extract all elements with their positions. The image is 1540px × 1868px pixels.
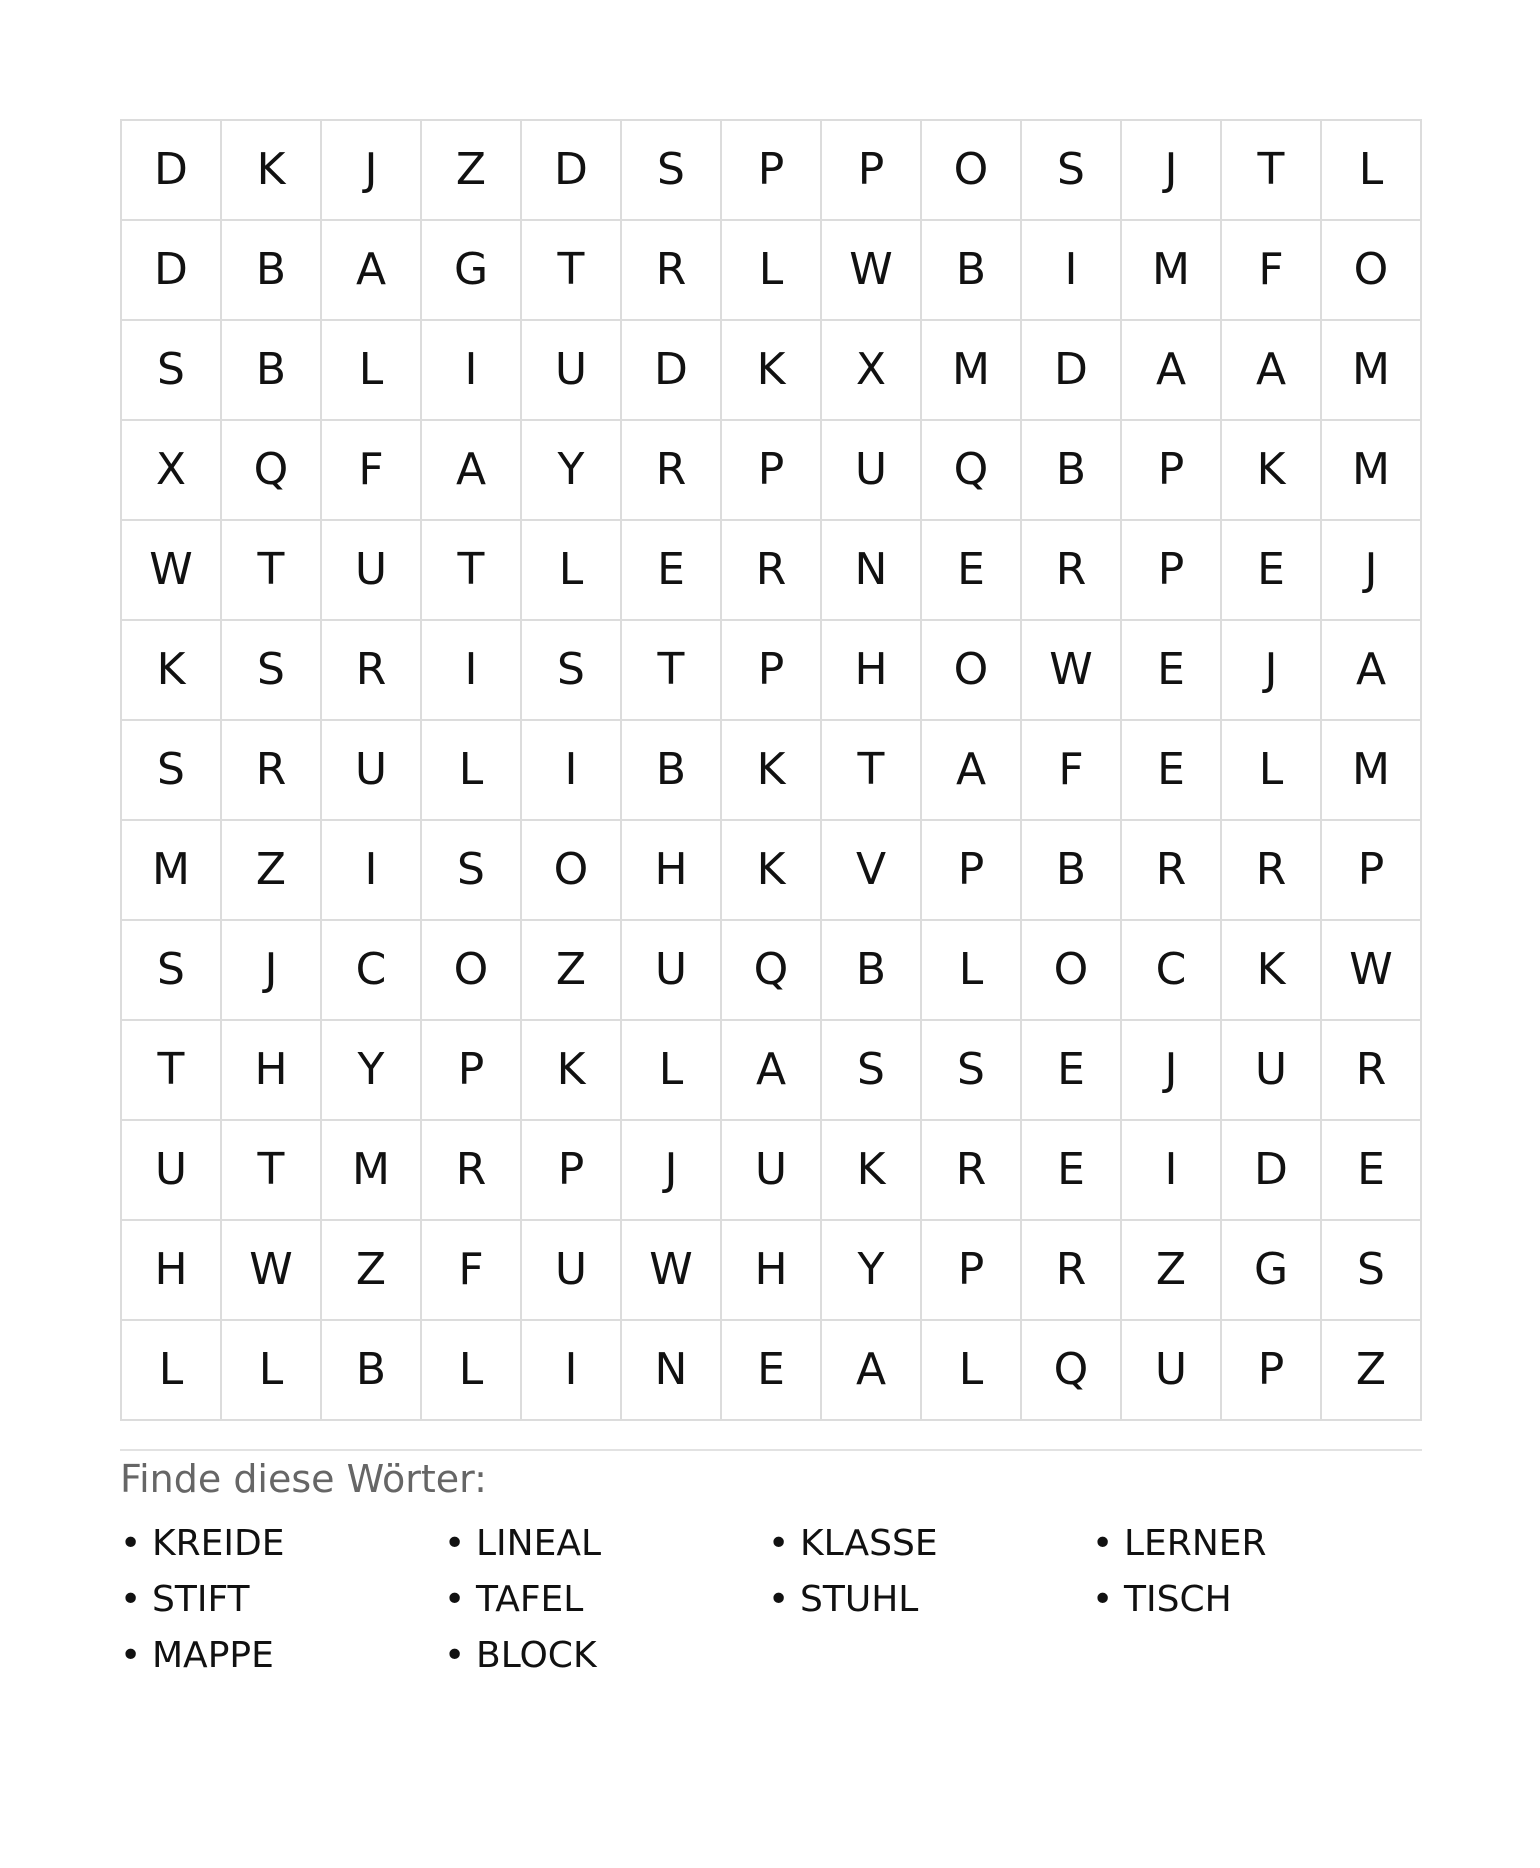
grid-cell[interactable]: T [222, 521, 322, 621]
grid-cell[interactable]: R [1022, 521, 1122, 621]
bullet-icon: • [1092, 1578, 1114, 1620]
grid-cell[interactable]: P [722, 421, 822, 521]
grid-cell[interactable]: M [1322, 421, 1422, 521]
grid-cell[interactable]: T [822, 721, 922, 821]
grid-cell[interactable]: Z [522, 921, 622, 1021]
grid-cell[interactable]: L [522, 521, 622, 621]
grid-cell[interactable]: I [422, 621, 522, 721]
grid-cell[interactable]: H [622, 821, 722, 921]
grid-cell[interactable]: L [122, 1321, 222, 1421]
grid-cell[interactable]: B [222, 221, 322, 321]
word-list-item [768, 1515, 1092, 1571]
grid-cell[interactable]: Q [1022, 1321, 1122, 1421]
grid-cell[interactable]: J [222, 921, 322, 1021]
bullet-icon: • [1092, 1522, 1114, 1564]
grid-cell[interactable]: Z [422, 121, 522, 221]
grid-cell[interactable]: D [1022, 321, 1122, 421]
grid-cell[interactable]: H [722, 1221, 822, 1321]
grid-cell[interactable]: E [722, 1321, 822, 1421]
grid-cell[interactable]: I [522, 721, 622, 821]
grid-cell[interactable]: L [222, 1321, 322, 1421]
grid-cell[interactable]: L [322, 321, 422, 421]
grid-cell[interactable]: E [1122, 621, 1222, 721]
grid-cell[interactable]: P [422, 1021, 522, 1121]
grid-cell[interactable]: M [1122, 221, 1222, 321]
grid-row [122, 1221, 1422, 1321]
bullet-icon: • [120, 1522, 142, 1564]
bullet-icon: • [120, 1578, 142, 1620]
grid-cell[interactable]: G [422, 221, 522, 321]
grid-cell[interactable]: M [922, 321, 1022, 421]
grid-cell[interactable]: U [322, 521, 422, 621]
grid-cell[interactable]: E [922, 521, 1022, 621]
grid-cell[interactable]: B [222, 321, 322, 421]
word-label: LERNER [1124, 1522, 1267, 1564]
grid-row [122, 321, 1422, 421]
grid-cell[interactable]: R [622, 421, 722, 521]
grid-cell[interactable]: A [422, 421, 522, 521]
word-list-item [768, 1571, 1092, 1627]
grid-cell[interactable]: X [122, 421, 222, 521]
grid-cell[interactable]: L [422, 721, 522, 821]
grid-cell[interactable]: S [222, 621, 322, 721]
grid-cell[interactable]: I [322, 821, 422, 921]
grid-cell[interactable]: Z [1322, 1321, 1422, 1421]
bullet-icon: • [444, 1522, 466, 1564]
divider [120, 1449, 1422, 1451]
grid-cell[interactable]: A [1222, 321, 1322, 421]
grid-cell[interactable]: E [1222, 521, 1322, 621]
word-search-puzzle [120, 119, 1422, 1683]
grid-cell[interactable]: P [1122, 521, 1222, 621]
grid-cell[interactable]: S [122, 921, 222, 1021]
grid-cell[interactable]: K [822, 1121, 922, 1221]
grid-cell[interactable]: U [822, 421, 922, 521]
grid-cell[interactable]: R [622, 221, 722, 321]
grid-cell[interactable]: I [1022, 221, 1122, 321]
grid-cell[interactable]: J [1122, 1021, 1222, 1121]
grid-cell[interactable]: Q [222, 421, 322, 521]
grid-cell[interactable]: U [722, 1121, 822, 1221]
grid-cell[interactable]: U [522, 321, 622, 421]
grid-cell[interactable]: B [1022, 821, 1122, 921]
grid-cell[interactable]: K [1222, 921, 1322, 1021]
grid-cell[interactable]: A [822, 1321, 922, 1421]
grid-cell[interactable]: F [322, 421, 422, 521]
grid-cell[interactable]: J [322, 121, 422, 221]
word-label: TISCH [1124, 1578, 1232, 1620]
grid-cell[interactable]: D [122, 121, 222, 221]
grid-cell[interactable]: S [1322, 1221, 1422, 1321]
grid-cell[interactable]: F [1022, 721, 1122, 821]
grid-cell[interactable]: L [422, 1321, 522, 1421]
grid-cell[interactable]: U [622, 921, 722, 1021]
grid-cell[interactable]: E [1122, 721, 1222, 821]
grid-cell[interactable]: M [1322, 721, 1422, 821]
grid-cell[interactable]: O [422, 921, 522, 1021]
word-list-item [120, 1571, 444, 1627]
grid-cell[interactable]: E [1022, 1121, 1122, 1221]
grid-cell[interactable]: O [922, 121, 1022, 221]
grid-cell[interactable]: R [1022, 1221, 1122, 1321]
instructions-label: Finde diese Wörter: [120, 1457, 487, 1501]
grid-cell[interactable]: L [922, 921, 1022, 1021]
grid-cell[interactable]: P [722, 621, 822, 721]
grid-cell[interactable]: C [322, 921, 422, 1021]
word-list-item [444, 1515, 768, 1571]
grid-cell[interactable]: L [1222, 721, 1322, 821]
grid-cell[interactable]: N [822, 521, 922, 621]
grid-cell[interactable]: P [1222, 1321, 1322, 1421]
grid-cell[interactable]: B [322, 1321, 422, 1421]
grid-cell[interactable]: A [322, 221, 422, 321]
grid-cell[interactable]: J [1222, 621, 1322, 721]
grid-cell[interactable]: T [522, 221, 622, 321]
word-label: STIFT [152, 1578, 250, 1620]
grid-row [122, 421, 1422, 521]
grid-cell[interactable]: K [522, 1021, 622, 1121]
grid-cell[interactable]: L [922, 1321, 1022, 1421]
grid-cell[interactable]: B [922, 221, 1022, 321]
word-list-item [1092, 1571, 1416, 1627]
grid-cell[interactable]: R [222, 721, 322, 821]
grid-cell[interactable]: S [822, 1021, 922, 1121]
word-label: KLASSE [800, 1522, 938, 1564]
grid-cell[interactable]: G [1222, 1221, 1322, 1321]
grid-cell[interactable]: J [622, 1121, 722, 1221]
grid-row [122, 921, 1422, 1021]
grid-cell[interactable]: P [822, 121, 922, 221]
grid-cell[interactable]: I [522, 1321, 622, 1421]
grid-cell[interactable]: Q [722, 921, 822, 1021]
word-list-item [444, 1627, 768, 1683]
grid-cell[interactable]: P [922, 821, 1022, 921]
bullet-icon: • [120, 1634, 142, 1676]
grid-cell[interactable]: L [622, 1021, 722, 1121]
grid-cell[interactable]: I [422, 321, 522, 421]
grid-cell[interactable]: H [222, 1021, 322, 1121]
bullet-icon: • [768, 1522, 790, 1564]
grid-cell[interactable]: R [1222, 821, 1322, 921]
word-label: BLOCK [476, 1634, 597, 1676]
grid-cell[interactable]: M [122, 821, 222, 921]
grid-cell[interactable]: P [522, 1121, 622, 1221]
grid-cell[interactable]: S [422, 821, 522, 921]
grid-cell[interactable]: O [1022, 921, 1122, 1021]
grid-cell[interactable]: W [622, 1221, 722, 1321]
grid-cell[interactable]: Y [522, 421, 622, 521]
grid-cell[interactable]: W [122, 521, 222, 621]
grid-row [122, 621, 1422, 721]
grid-cell[interactable]: P [1322, 821, 1422, 921]
grid-cell[interactable]: K [222, 121, 322, 221]
grid-cell[interactable]: K [722, 321, 822, 421]
grid-cell[interactable]: U [122, 1121, 222, 1221]
grid-cell[interactable]: E [622, 521, 722, 621]
grid-cell[interactable]: C [1122, 921, 1222, 1021]
word-list-item [120, 1515, 444, 1571]
grid-cell[interactable]: N [622, 1321, 722, 1421]
grid-cell[interactable]: J [1122, 121, 1222, 221]
grid-cell[interactable]: V [822, 821, 922, 921]
grid-cell[interactable]: F [422, 1221, 522, 1321]
grid-cell[interactable]: Z [222, 821, 322, 921]
grid-cell[interactable]: A [1122, 321, 1222, 421]
grid-cell[interactable]: P [1122, 421, 1222, 521]
grid-cell[interactable]: M [322, 1121, 422, 1221]
grid-row [122, 521, 1422, 621]
grid-row [122, 1121, 1422, 1221]
grid-row [122, 1021, 1422, 1121]
grid-cell[interactable]: Z [322, 1221, 422, 1321]
grid-row [122, 121, 1422, 221]
grid-cell[interactable]: B [622, 721, 722, 821]
grid-cell[interactable]: K [722, 821, 822, 921]
word-label: LINEAL [476, 1522, 602, 1564]
grid-cell[interactable]: R [422, 1121, 522, 1221]
grid-cell[interactable]: L [1322, 121, 1422, 221]
grid-cell[interactable]: T [222, 1121, 322, 1221]
grid-cell[interactable]: L [722, 221, 822, 321]
word-list-item [444, 1571, 768, 1627]
grid-cell[interactable]: T [422, 521, 522, 621]
grid-cell[interactable]: S [122, 321, 222, 421]
grid-cell[interactable]: O [1322, 221, 1422, 321]
grid-cell[interactable]: X [822, 321, 922, 421]
grid-row [122, 721, 1422, 821]
grid-cell[interactable]: M [1322, 321, 1422, 421]
grid-cell[interactable]: O [922, 621, 1022, 721]
grid-cell[interactable]: Y [322, 1021, 422, 1121]
grid-cell[interactable]: F [1222, 221, 1322, 321]
grid-cell[interactable]: K [1222, 421, 1322, 521]
grid-cell[interactable]: T [622, 621, 722, 721]
grid-cell[interactable]: T [1222, 121, 1322, 221]
grid-cell[interactable]: Y [822, 1221, 922, 1321]
grid-cell[interactable]: S [522, 621, 622, 721]
grid-cell[interactable]: W [1322, 921, 1422, 1021]
grid-cell[interactable]: D [522, 121, 622, 221]
grid-cell[interactable]: O [522, 821, 622, 921]
grid-cell[interactable]: Q [922, 421, 1022, 521]
grid-cell[interactable]: R [922, 1121, 1022, 1221]
grid-cell[interactable]: D [122, 221, 222, 321]
word-list-item [120, 1627, 444, 1683]
grid-cell[interactable]: Z [1122, 1221, 1222, 1321]
grid-cell[interactable]: J [1322, 521, 1422, 621]
grid-cell[interactable]: I [1122, 1121, 1222, 1221]
grid-cell[interactable]: B [1022, 421, 1122, 521]
word-list-item [1092, 1515, 1416, 1571]
grid-cell[interactable]: W [1022, 621, 1122, 721]
grid-cell[interactable]: P [722, 121, 822, 221]
grid-cell[interactable]: U [1222, 1021, 1322, 1121]
grid-cell[interactable]: A [1322, 621, 1422, 721]
bullet-icon: • [444, 1634, 466, 1676]
grid-cell[interactable]: W [222, 1221, 322, 1321]
grid-cell[interactable]: T [122, 1021, 222, 1121]
grid-cell[interactable]: S [122, 721, 222, 821]
word-label: STUHL [800, 1578, 919, 1620]
grid-cell[interactable]: U [1122, 1321, 1222, 1421]
grid-cell[interactable]: D [1222, 1121, 1322, 1221]
grid-cell[interactable]: R [1322, 1021, 1422, 1121]
bullet-icon: • [444, 1578, 466, 1620]
grid-cell[interactable]: S [622, 121, 722, 221]
word-label: MAPPE [152, 1634, 274, 1676]
word-list [120, 1515, 1422, 1683]
grid-row [122, 221, 1422, 321]
grid-cell[interactable]: A [722, 1021, 822, 1121]
bullet-icon: • [768, 1578, 790, 1620]
grid-cell[interactable]: R [1122, 821, 1222, 921]
grid-cell[interactable]: U [522, 1221, 622, 1321]
word-label: KREIDE [152, 1522, 285, 1564]
grid-cell[interactable]: P [922, 1221, 1022, 1321]
grid-cell[interactable]: D [622, 321, 722, 421]
grid-cell[interactable]: E [1022, 1021, 1122, 1121]
grid-cell[interactable]: S [1022, 121, 1122, 221]
grid-cell[interactable]: A [922, 721, 1022, 821]
grid-cell[interactable]: S [922, 1021, 1022, 1121]
word-label: TAFEL [476, 1578, 584, 1620]
grid-cell[interactable]: K [722, 721, 822, 821]
grid-cell[interactable]: R [722, 521, 822, 621]
grid-row [122, 1321, 1422, 1421]
letter-grid [120, 119, 1422, 1421]
grid-cell[interactable]: W [822, 221, 922, 321]
grid-cell[interactable]: U [322, 721, 422, 821]
grid-cell[interactable]: R [322, 621, 422, 721]
grid-cell[interactable]: K [122, 621, 222, 721]
grid-cell[interactable]: H [122, 1221, 222, 1321]
grid-row [122, 821, 1422, 921]
grid-cell[interactable]: B [822, 921, 922, 1021]
grid-cell[interactable]: H [822, 621, 922, 721]
grid-cell[interactable]: E [1322, 1121, 1422, 1221]
